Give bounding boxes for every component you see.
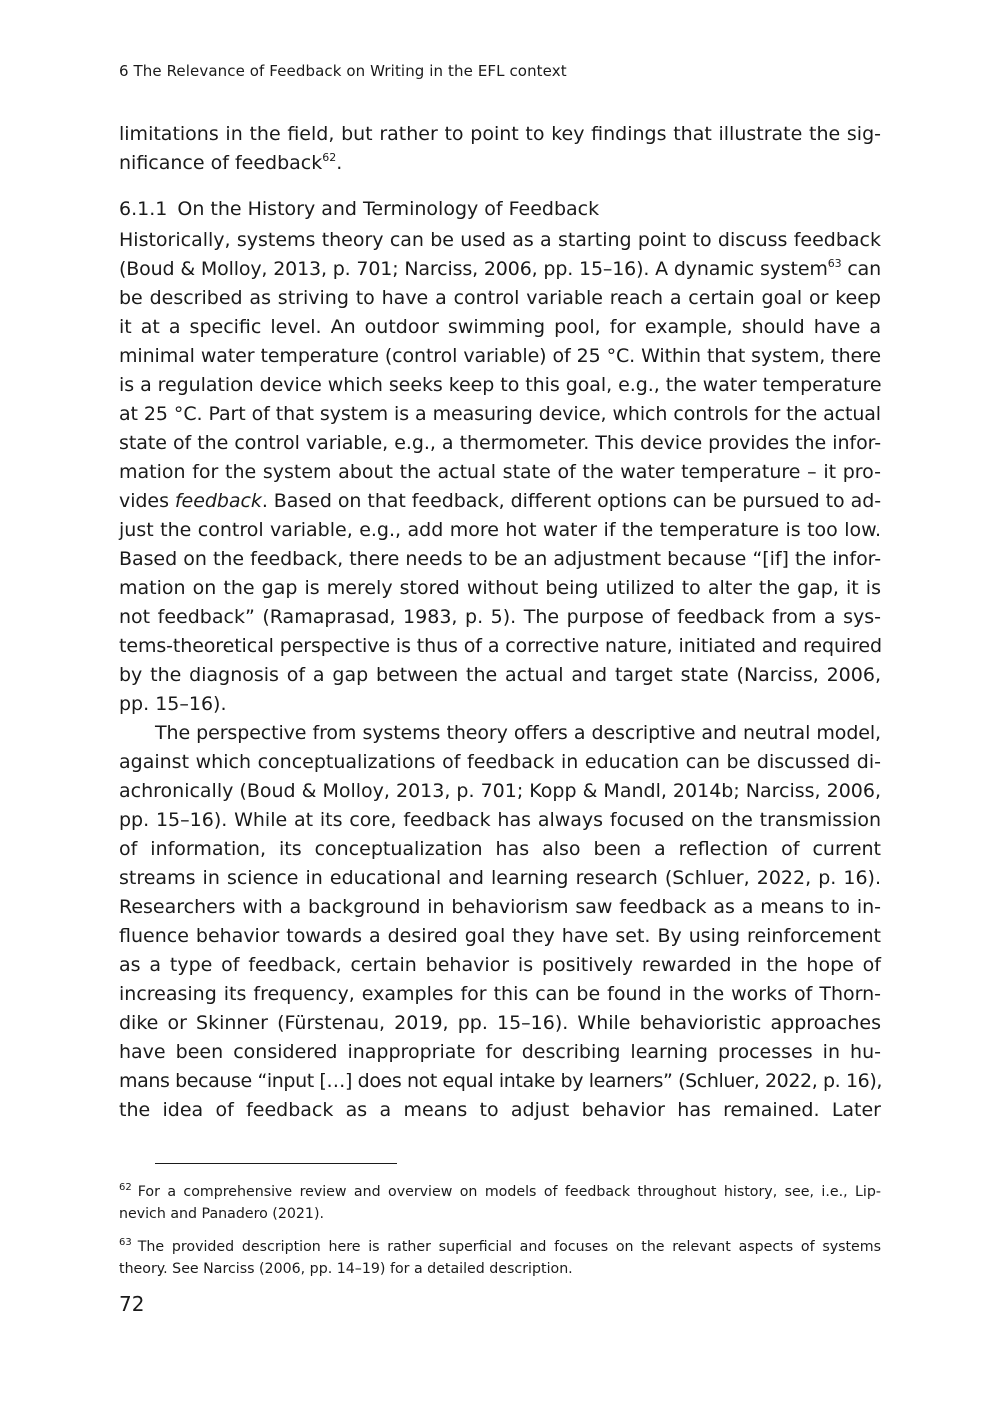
text-line: state of the control variable, e.g., a thermometer. This device provides the infor-: [119, 432, 881, 454]
text-run: . Based on that feedback, different options can be pursued to ad-: [261, 490, 882, 512]
text-line: mation for the system about the actual state of the water temperature – it pro-: [119, 461, 881, 483]
text-line: Based on the feedback, there needs to be an adjustment because “[if] the infor-: [119, 548, 881, 570]
footnotes: [119, 1181, 881, 1291]
text-line: pp. 15–16).: [119, 693, 227, 715]
text-line: The perspective from systems theory offers a descriptive and neutral model,: [155, 722, 881, 744]
text-line: as a type of feedback, certain behavior is positively rewarded in the hope of: [119, 954, 881, 976]
text-run: vides: [119, 490, 175, 512]
text-line: pp. 15–16). While at its core, feedback has always focused on the transmission: [119, 809, 881, 831]
text-line: mation on the gap is merely stored without being utilized to alter the gap, it is: [119, 577, 881, 599]
footnote-62: [119, 1181, 881, 1225]
text-line: Historically, systems theory can be used as a starting point to discuss feedback: [119, 229, 881, 251]
footnote-marker: 62: [119, 1182, 132, 1193]
text-line: achronically (Boud & Molloy, 2013, p. 701; Kopp & Mandl, 2014b; Narciss, 2006,: [119, 780, 882, 802]
text-run: .: [336, 152, 343, 174]
text-line: dike or Skinner (Fürstenau, 2019, pp. 15–16). While behavioristic approaches: [119, 1012, 881, 1034]
text-line: fluence behavior towards a desired goal they have set. By using reinforcement: [119, 925, 881, 947]
text-run: The provided description here is rather superficial and focuses on the relevant aspects of systems: [137, 1239, 881, 1255]
text-line: increasing its frequency, examples for this can be found in the works of Thorn-: [119, 983, 881, 1005]
paragraph-2: [119, 719, 881, 1125]
text-line: [119, 149, 881, 178]
text-run: nificance of feedback: [119, 152, 323, 174]
text-line: the idea of feedback as a means to adjust behavior has remained. Later: [119, 1099, 881, 1121]
text-line: [119, 487, 881, 516]
text-run: (Boud & Molloy, 2013, p. 701; Narciss, 2006, pp. 15–16). A dynamic system: [119, 258, 828, 280]
text-line: be described as striving to have a control variable reach a certain goal or keep: [119, 287, 881, 309]
paragraph-1: [119, 226, 881, 719]
text-line: streams in science in educational and learning research (Schluer, 2022, p. 16).: [119, 867, 881, 889]
text-line: by the diagnosis of a gap between the actual and target state (Narciss, 2006,: [119, 664, 881, 686]
text-line: of information, its conceptualization has also been a reflection of current: [119, 838, 881, 860]
text-line: [119, 255, 881, 284]
text-line: against which conceptualizations of feedback in education can be discussed di-: [119, 751, 881, 773]
text-line: not feedback” (Ramaprasad, 1983, p. 5). The purpose of feedback from a sys-: [119, 606, 881, 628]
text-line: mans because “input […] does not equal intake by learners” (Schluer, 2022, p. 16),: [119, 1070, 882, 1092]
text-run: can: [841, 258, 882, 280]
footnote-ref-63[interactable]: 63: [827, 257, 842, 270]
text-line: Researchers with a background in behaviorism saw feedback as a means to in-: [119, 896, 881, 918]
text-line: minimal water temperature (control variable) of 25 °C. Within that system, there: [119, 345, 881, 367]
text-line: limitations in the field, but rather to point to key findings that illustrate the sig-: [119, 123, 881, 145]
text-line: tems-theoretical perspective is thus of a corrective nature, initiated and required: [119, 635, 882, 657]
running-head: 6 The Relevance of Feedback on Writing in the EFL context: [119, 62, 567, 80]
footnote-line: nevich and Panadero (2021).: [119, 1206, 324, 1222]
text-line: it at a specific level. An outdoor swimming pool, for example, should have a: [119, 316, 881, 338]
section-number: 6.1.1: [119, 198, 168, 220]
page-number: 72: [119, 1292, 145, 1316]
footnote-line: [119, 1236, 881, 1258]
text-line: have been considered inappropriate for describing learning processes in hu-: [119, 1041, 881, 1063]
footnote-marker: 63: [119, 1237, 132, 1248]
footnote-divider: [155, 1163, 397, 1164]
text-line: is a regulation device which seeks keep to this goal, e.g., the water temperature: [119, 374, 882, 396]
section-title: On the History and Terminology of Feedback: [177, 198, 600, 220]
emphasis-feedback: feedback: [174, 490, 262, 512]
text-run: For a comprehensive review and overview on models of feedback throughout history, see, i.e., Lip-: [137, 1184, 881, 1200]
section-heading: [119, 195, 881, 224]
footnote-ref-62[interactable]: 62: [322, 151, 337, 164]
footnote-63: [119, 1236, 881, 1280]
footnote-line: [119, 1181, 881, 1203]
intro-paragraph: [119, 120, 881, 178]
text-line: just the control variable, e.g., add more hot water if the temperature is too low.: [119, 519, 881, 541]
body-text: [119, 120, 881, 1125]
footnote-line: theory. See Narciss (2006, pp. 14–19) for a detailed description.: [119, 1261, 573, 1277]
text-line: at 25 °C. Part of that system is a measuring device, which controls for the actual: [119, 403, 881, 425]
